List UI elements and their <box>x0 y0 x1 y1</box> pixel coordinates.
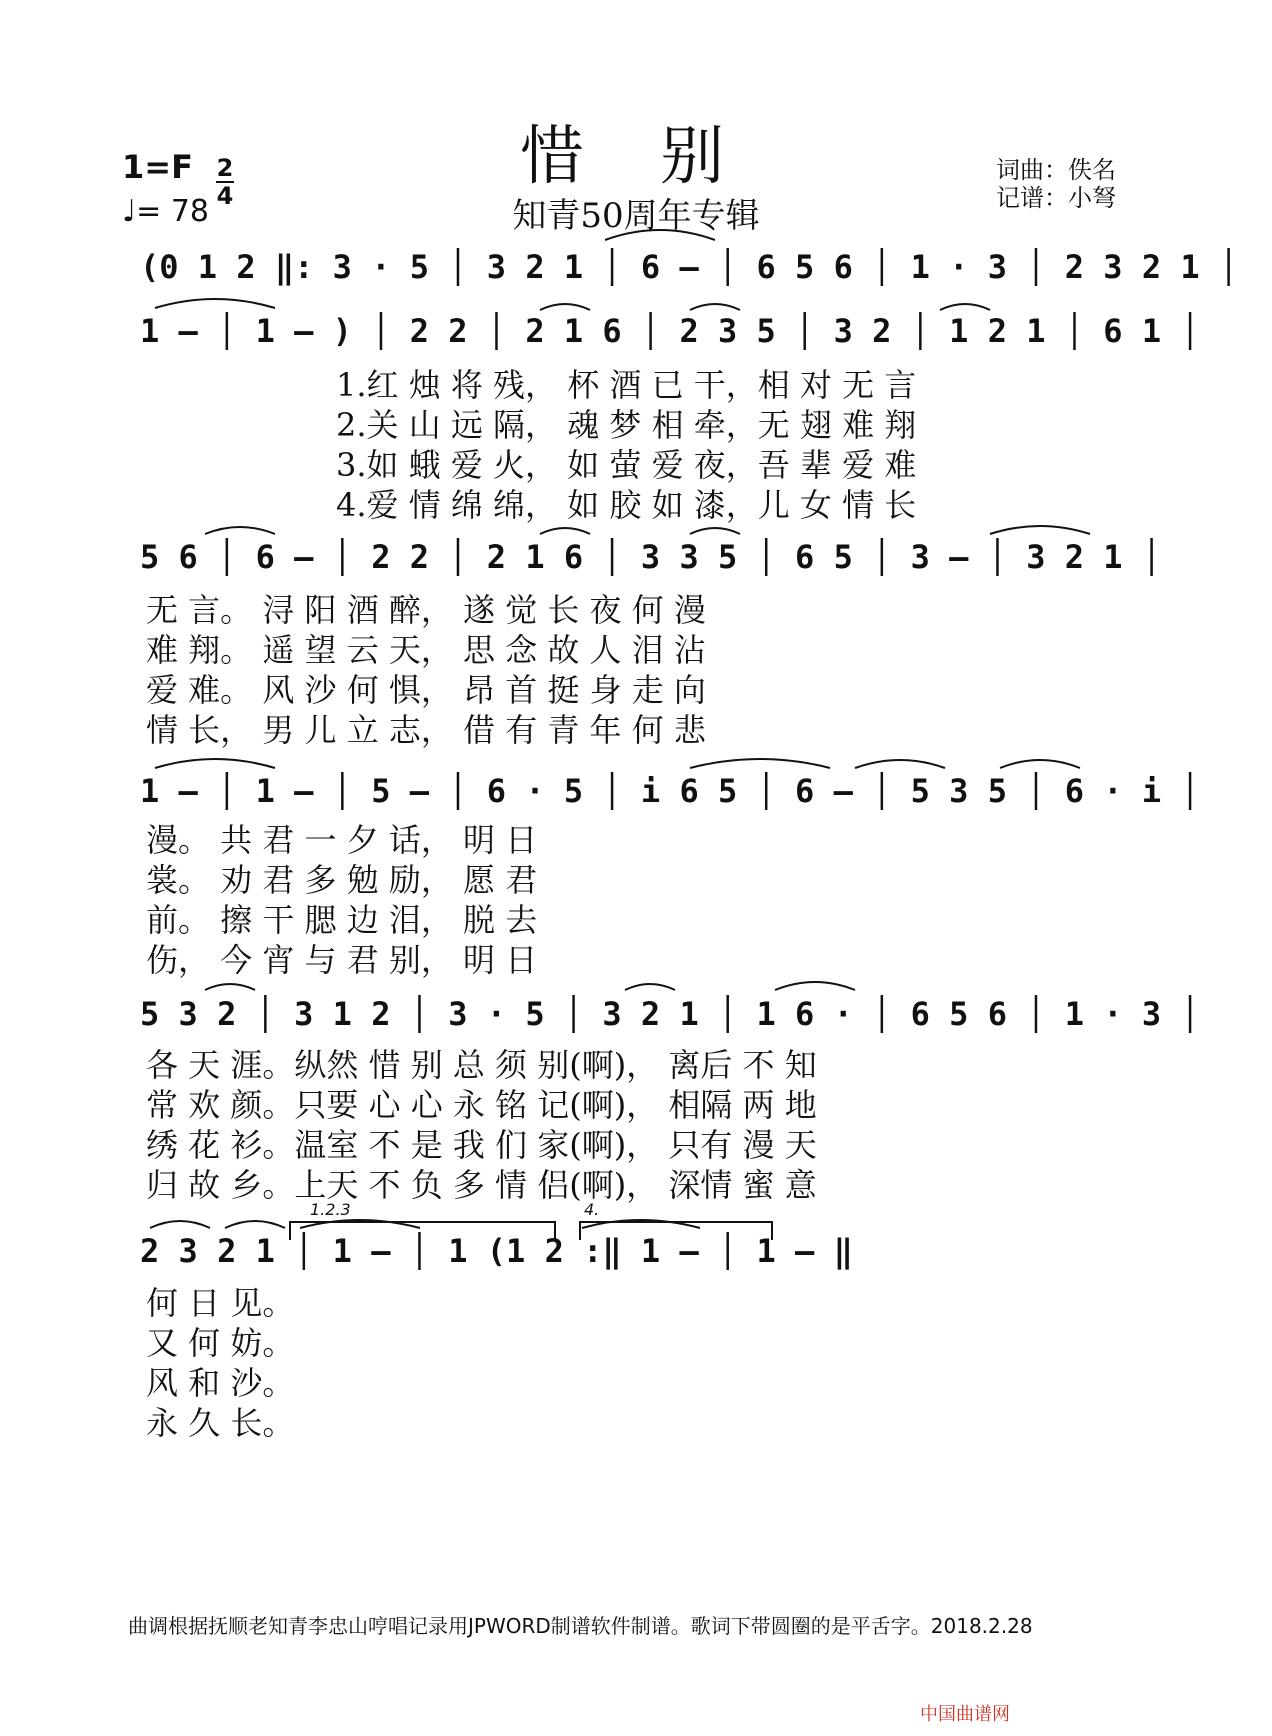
slur <box>775 982 855 990</box>
time-signature-bottom: 4 <box>216 182 234 210</box>
page-subtitle: 知青50周年专辑 <box>512 196 760 236</box>
slur <box>690 304 740 310</box>
key-signature: 1=F <box>122 148 193 186</box>
slur <box>540 304 590 310</box>
notation-row-5: 5 3 2 │ 3 1 2 │ 3 · 5 │ 3 2 1 │ 1 6 · │ 6 5 6 │ 1 · 3 │ <box>140 995 1200 1033</box>
volta-2-label: 4. <box>584 1200 600 1219</box>
lyric-row-6-verse-4: 永 久 长。 <box>146 1404 295 1442</box>
lyric-row-3-verse-1: 无 言。 浔 阳 酒 醉， 遂 觉 长 夜 何 漫 <box>146 591 706 629</box>
tempo-marking: ♩= 78 <box>122 194 209 229</box>
lyric-row-4-verse-3: 前。 擦 干 腮 边 泪， 脱 去 <box>146 901 538 939</box>
notation-row-6: 2 3 2 1 │ 1 – │ 1 (1 2 :‖ 1 – │ 1 – ‖ <box>140 1232 853 1270</box>
lyric-row-6-verse-1: 何 日 见。 <box>146 1284 295 1322</box>
lyric-row-2-verse-1: 1.红 烛 将 残， 杯 酒 已 干，相 对 无 言 <box>336 366 917 404</box>
notation-row-3: 5 6 │ 6 – │ 2 2 │ 2 1 6 │ 3 3 5 │ 6 5 │ 3 – │ 3 2 1 │ <box>140 538 1162 576</box>
slur <box>155 759 275 768</box>
lyric-row-2-verse-4: 4.爱 情 绵 绵， 如 胶 如 漆，儿 女 情 长 <box>336 486 917 524</box>
slur <box>150 1221 210 1228</box>
lyric-row-4-verse-1: 漫。 共 君 一 夕 话， 明 日 <box>146 821 538 859</box>
lyric-row-6-verse-2: 又 何 妨。 <box>146 1324 295 1362</box>
notation-row-2: 1 – │ 1 – ) │ 2 2 │ 2 1 6 │ 2 3 5 │ 3 2 │ 1 2 1 │ 6 1 │ <box>140 312 1200 350</box>
volta-1-label: 1.2.3 <box>310 1200 351 1219</box>
lyric-row-4-verse-2: 裳。 劝 君 多 勉 励， 愿 君 <box>146 861 538 899</box>
lyric-row-3-verse-3: 爱 难。 风 沙 何 惧， 昂 首 挺 身 走 向 <box>146 671 706 709</box>
lyric-row-4-verse-4: 伤， 今 宵 与 君 别， 明 日 <box>146 941 538 979</box>
lyric-row-3-verse-4: 情 长， 男 儿 立 志， 借 有 青 年 何 悲 <box>146 711 706 749</box>
lyric-row-2-verse-3: 3.如 蛾 爱 火， 如 萤 爱 夜，吾 辈 爱 难 <box>336 446 917 484</box>
time-signature-top: 2 <box>216 154 234 182</box>
slur <box>605 230 715 240</box>
lyric-row-2-verse-2: 2.关 山 远 隔， 魂 梦 相 牵，无 翅 难 翔 <box>336 406 917 444</box>
slur <box>690 759 830 768</box>
notation-row-4: 1 – │ 1 – │ 5 – │ 6 · 5 │ i 6 5 │ 6 – │ 5 3 5 │ 6 · i │ <box>140 772 1200 810</box>
volta-2-bracket <box>580 1222 772 1240</box>
page-title: 惜 别 <box>519 120 753 194</box>
slur <box>1000 760 1080 768</box>
slur <box>940 304 990 310</box>
lyric-row-5-verse-4: 归 故 乡。上天 不 负 多 情 侣(啊)， 深情 蜜 意 <box>146 1166 817 1204</box>
slur <box>205 984 255 990</box>
slur <box>690 528 740 534</box>
lyric-row-5-verse-3: 绣 花 衫。温室 不 是 我 们 家(啊)， 只有 漫 天 <box>146 1126 817 1164</box>
slur <box>855 760 945 768</box>
lyric-row-5-verse-1: 各 天 涯。纵然 惜 别 总 须 别(啊)， 离后 不 知 <box>146 1046 817 1084</box>
watermark: 中国曲谱网 <box>920 1704 1010 1725</box>
lyric-row-5-verse-2: 常 欢 颜。只要 心 心 永 铭 记(啊)， 相隔 两 地 <box>146 1086 817 1124</box>
lyric-row-3-verse-2: 难 翔。 遥 望 云 天， 思 念 故 人 泪 沾 <box>146 631 706 669</box>
credit-lyrics-music: 词曲：佚名 <box>996 156 1116 184</box>
slur <box>625 984 675 990</box>
notation-row-1: (0 1 2 ‖: 3 · 5 │ 3 2 1 │ 6 – │ 6 5 6 │ 1 · 3 │ 2 3 2 1 │ <box>140 248 1239 286</box>
slur <box>155 299 275 308</box>
slur <box>205 527 275 534</box>
slur <box>990 526 1090 534</box>
lyric-row-6-verse-3: 风 和 沙。 <box>146 1364 295 1402</box>
footer-note: 曲调根据抚顺老知青李忠山哼唱记录用JPWORD制谱软件制谱。歌词下带圆圈的是平舌字。2018.2.28 <box>128 1614 1033 1638</box>
slur <box>540 528 590 534</box>
volta-1-bracket <box>290 1222 555 1240</box>
credit-transcriber: 记谱：小弩 <box>996 184 1116 212</box>
slur <box>225 1221 285 1228</box>
